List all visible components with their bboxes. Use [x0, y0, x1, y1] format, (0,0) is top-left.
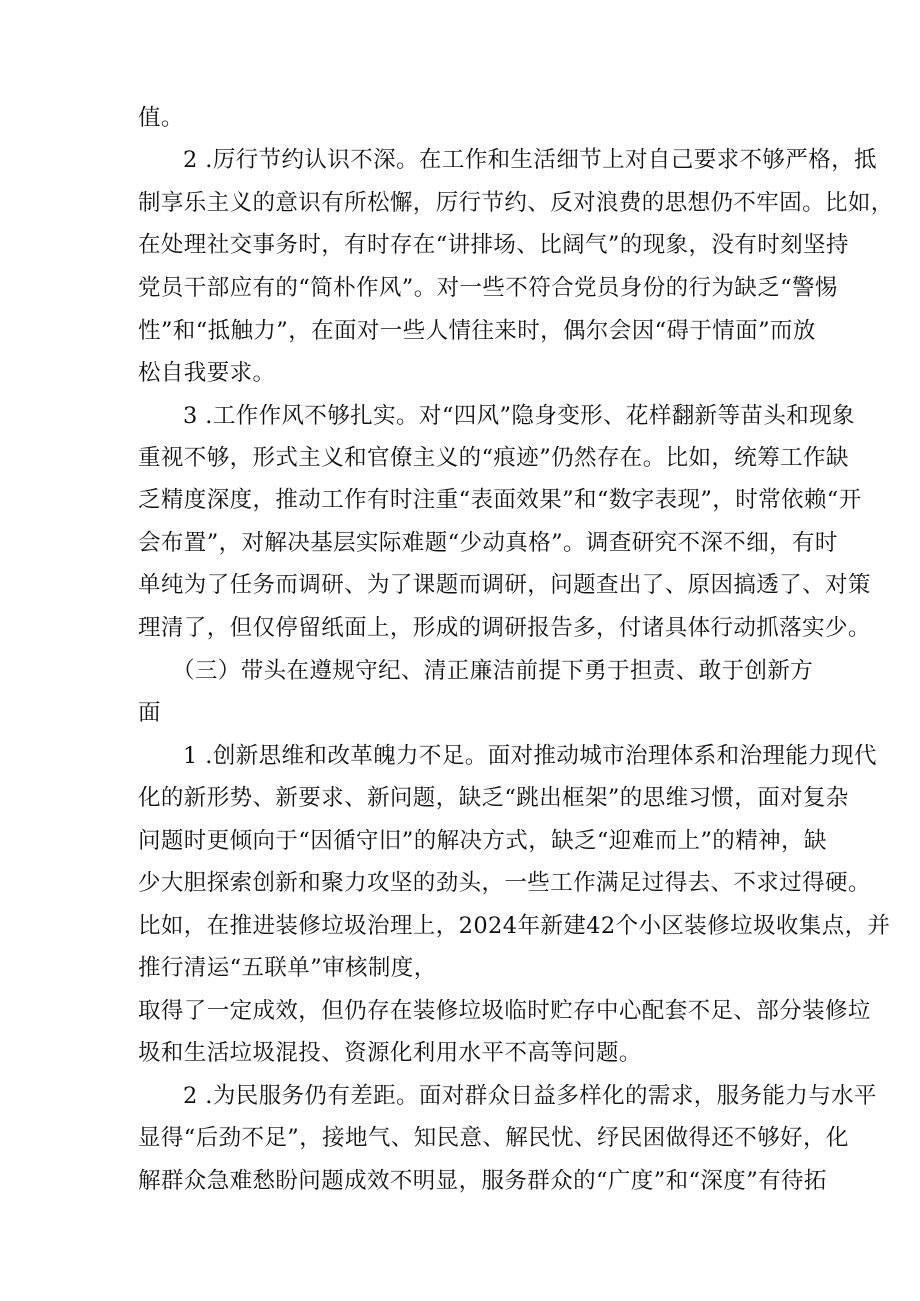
text-line: 取得了一定成效，但仍存在装修垃圾临时贮存中心配套不足、部分装修垃: [138, 998, 871, 1024]
text-line: 比如，在推进装修垃圾治理上，2024年新建42个小区装修垃圾收集点，并: [138, 913, 891, 939]
text-line: 问题时更倾向于“因循守旧”的解决方式，缺乏“迎难而上”的精神，缺: [138, 828, 827, 854]
text-line: 重视不够，形式主义和官僚主义的“痕迹”仍然存在。比如，统筹工作缺: [138, 445, 849, 471]
text-line: 在处理社交事务时，有时存在“讲排场、比阔气”的现象，没有时刻坚持: [138, 232, 849, 258]
section-heading-continued: 面: [138, 700, 161, 726]
text-line: 1 .创新思维和改革魄力不足。面对推动城市治理体系和治理能力现代: [183, 743, 877, 769]
text-line: 推行清运“五联单”审核制度，: [138, 955, 437, 981]
text-line: 圾和生活垃圾混投、资源化利用水平不高等问题。: [138, 1040, 642, 1066]
text-line: 性”和“抵触力”，在面对一些人情往来时，偶尔会因“碍于情面”而放: [138, 318, 816, 344]
text-line: 2 .为民服务仍有差距。面对群众日益多样化的需求，服务能力与水平: [183, 1083, 877, 1109]
section-heading: （三）带头在遵规守纪、清正廉洁前提下勇于担责、敢于创新方: [172, 658, 814, 684]
text-line: 乏精度深度，推动工作有时注重“表面效果”和“数字表现”，时常依赖“开: [138, 487, 862, 513]
text-line: 解群众急难愁盼问题成效不明显，服务群众的“广度”和“深度”有待拓: [138, 1168, 827, 1194]
text-line: 值。: [138, 105, 184, 131]
text-line: 2 .厉行节约认识不深。在工作和生活细节上对自己要求不够严格，抵: [183, 147, 877, 173]
text-line: 松自我要求。: [138, 360, 276, 386]
text-line: 党员干部应有的“简朴作风”。对一些不符合党员身份的行为缺乏“警惕: [138, 275, 838, 301]
text-line: 制享乐主义的意识有所松懈，厉行节约、反对浪费的思想仍不牢固。比如，: [138, 190, 894, 216]
text-line: 理清了，但仅停留纸面上，形成的调研报告多，付诸具体行动抓落实少。: [138, 615, 871, 641]
text-line: 会布置”，对解决基层实际难题“少动真格”。调查研究不深不细，有时: [138, 530, 838, 556]
text-line: 3 .工作作风不够扎实。对“四风”隐身变形、花样翻新等苗头和现象: [183, 403, 855, 429]
text-line: 单纯为了任务而调研、为了课题而调研，问题查出了、原因搞透了、对策: [138, 572, 871, 598]
text-line: 化的新形势、新要求、新问题，缺乏“跳出框架”的思维习惯，面对复杂: [138, 785, 849, 811]
text-line: 显得“后劲不足”，接地气、知民意、解民忧、纾民困做得还不够好，化: [138, 1125, 849, 1151]
text-line: 少大胆探索创新和聚力攻坚的劲头，一些工作满足过得去、不求过得硬。: [138, 870, 871, 896]
